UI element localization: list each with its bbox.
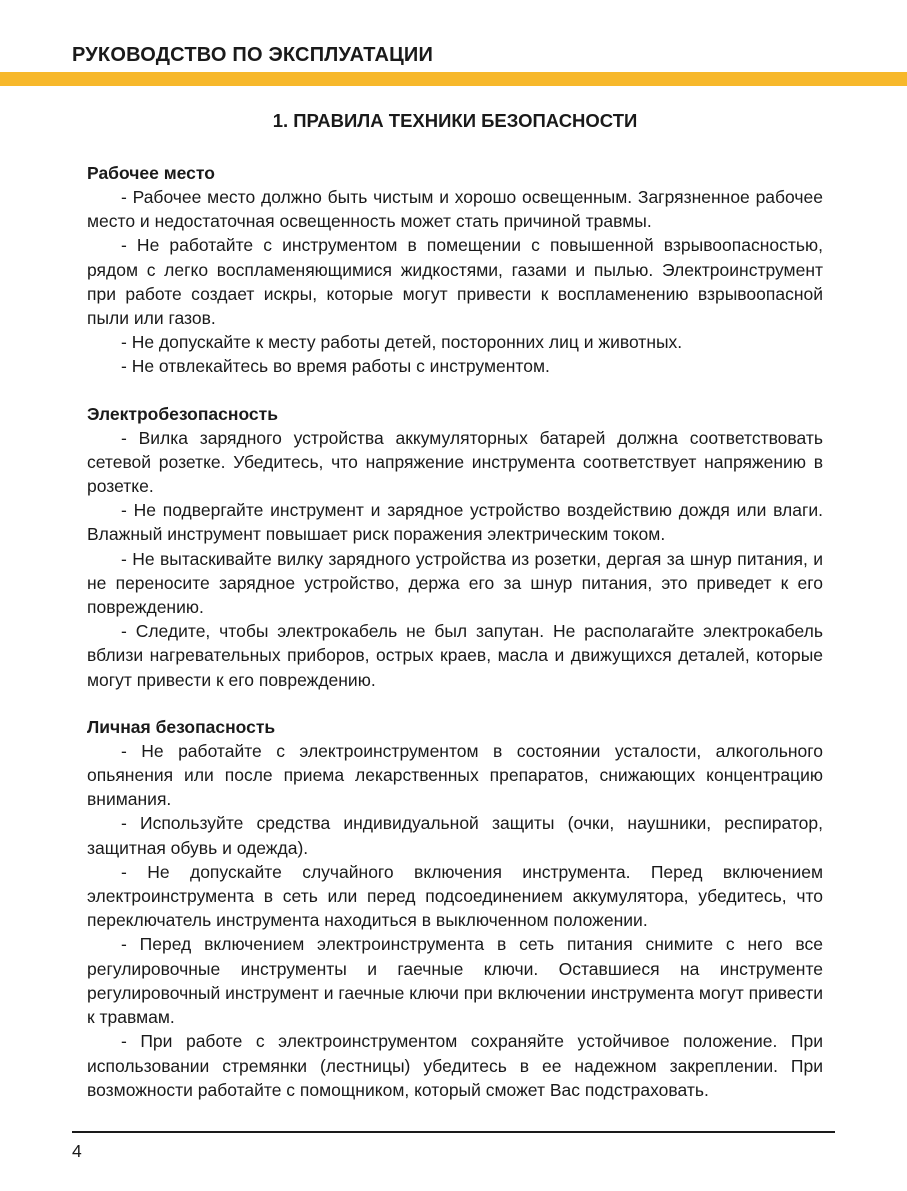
- paragraph: - Не допускайте случайного включения инструмента. Перед включением электроинструмента в сеть или перед подсоединением аккумулятора, убедитесь, что переключатель инструмента находиться в выключенном положении.: [87, 861, 823, 931]
- subsection-workplace: [87, 161, 823, 379]
- header-accent-bar: [0, 72, 907, 86]
- page-content: [87, 108, 823, 1125]
- subsection-personal-safety: [87, 715, 823, 1102]
- paragraph: - Используйте средства индивидуальной защиты (очки, наушники, респиратор, защитная обувь и одежда).: [87, 813, 823, 858]
- subsection-electrical-safety: [87, 402, 823, 692]
- footer-divider: [72, 1131, 835, 1133]
- paragraph: - Не вытаскивайте вилку зарядного устройства из розетки, дергая за шнур питания, и не переносите зарядное устройство, держа его за шнур питания, это приведет к его повреждению.: [87, 548, 823, 618]
- paragraph: - Следите, чтобы электрокабель не был запутан. Не располагайте электрокабель вблизи нагревательных приборов, острых краев, масла и движущихся деталей, которые могут привести к его повреждению.: [87, 621, 823, 690]
- section-title: 1. ПРАВИЛА ТЕХНИКИ БЕЗОПАСНОСТИ: [272, 110, 638, 131]
- paragraph: - Не подвергайте инструмент и зарядное устройство воздействию дождя или влаги. Влажный инструмент повышает риск поражения электрическим током.: [87, 500, 823, 545]
- paragraph: - Вилка зарядного устройства аккумуляторных батарей должна соответствовать сетевой розетке. Убедитесь, что напряжение инструмента соответствует напряжению в розетке.: [87, 427, 823, 497]
- subsection-heading: Рабочее место: [87, 163, 215, 183]
- paragraph: - При работе с электроинструментом сохраняйте устойчивое положение. При использовании стремянки (лестницы) убедитесь в ее надежном закреплении. При возможности работайте с помощником, который сможет Вас подстраховать.: [87, 1031, 823, 1100]
- paragraph: - Не работайте с электроинструментом в состоянии усталости, алкогольного опьянения или после приема лекарственных препаратов, снижающих концентрацию внимания.: [87, 740, 823, 810]
- paragraph: - Не работайте с инструментом в помещении с повышенной взрывоопасностью, рядом с легко воспламеняющимися жидкостями, газами и пылью. Электроинструмент при работе создает искры, которые могут привести к воспламенению взрывоопасной пыли или газов.: [87, 235, 823, 329]
- paragraph: - Перед включением электроинструмента в сеть питания снимите с него все регулировочные инструменты и гаечные ключи. Оставшиеся на инструменте регулировочный инструмент и гаечные ключи при включении инструмента могут привести к травмам.: [87, 934, 823, 1028]
- paragraph: - Рабочее место должно быть чистым и хорошо освещенным. Загрязненное рабочее место и недостаточная освещенность может стать причиной травмы.: [87, 187, 823, 232]
- paragraph: - Не отвлекайтесь во время работы с инструментом.: [121, 356, 550, 377]
- subsection-heading: Личная безопасность: [87, 716, 276, 737]
- document-header-title: РУКОВОДСТВО ПО ЭКСПЛУАТАЦИИ: [72, 44, 434, 66]
- page-number: 4: [72, 1141, 82, 1161]
- subsection-heading: Электробезопасность: [87, 403, 278, 424]
- paragraph: - Не допускайте к месту работы детей, посторонних лиц и животных.: [121, 332, 683, 353]
